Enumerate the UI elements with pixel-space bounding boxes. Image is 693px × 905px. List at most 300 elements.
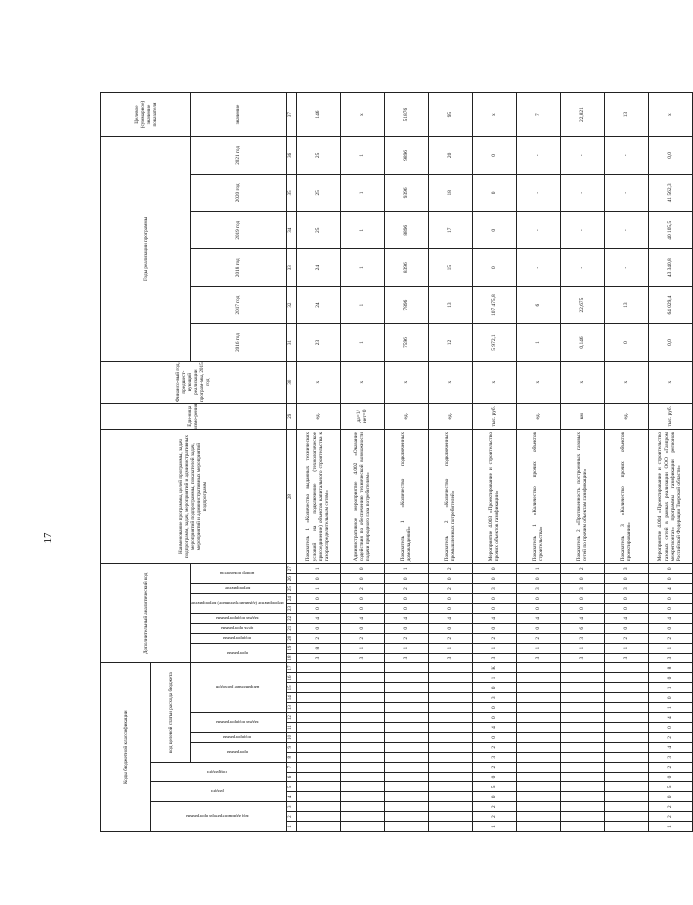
code-cell bbox=[516, 762, 560, 772]
year-value-cell: 17 bbox=[428, 212, 472, 249]
code-cell: 4 bbox=[428, 613, 472, 623]
col-number: 18 bbox=[286, 653, 296, 663]
col-number: 34 bbox=[286, 212, 296, 249]
code-cell bbox=[296, 792, 340, 802]
code-cell: 0 bbox=[516, 623, 560, 633]
code-cell bbox=[428, 703, 472, 713]
code-cell: 0 bbox=[428, 623, 472, 633]
code-cell: 1 bbox=[648, 643, 692, 653]
code-cell: 0 bbox=[384, 623, 428, 633]
program-table-page bbox=[100, 92, 683, 832]
year-2019-header: 2019 год bbox=[191, 212, 287, 249]
code-cell bbox=[516, 673, 560, 683]
code-cell bbox=[296, 822, 340, 832]
code-cell bbox=[560, 762, 604, 772]
code-cell bbox=[560, 792, 604, 802]
a-measure2-header: мероприятие bbox=[224, 586, 250, 592]
year-value-cell: 9396 bbox=[384, 174, 428, 211]
code-cell: К bbox=[472, 663, 516, 673]
code-cell bbox=[560, 782, 604, 792]
code-cell bbox=[428, 663, 472, 673]
code-cell bbox=[604, 802, 648, 812]
code-cell: 0 bbox=[648, 772, 692, 782]
year-value-cell: 107 475,8 bbox=[472, 286, 516, 323]
code-cell bbox=[516, 723, 560, 733]
additional-code-header: Дополнительный аналитический код bbox=[101, 564, 191, 663]
code-cell: 0 bbox=[648, 574, 692, 584]
code-cell bbox=[384, 723, 428, 733]
code-cell bbox=[296, 663, 340, 673]
code-cell bbox=[604, 703, 648, 713]
code-cell: 0 bbox=[472, 703, 516, 713]
target-value-cell: 22,821 bbox=[560, 93, 604, 137]
code-cell: 1 bbox=[516, 643, 560, 653]
col-number: 2 bbox=[286, 812, 296, 822]
code-cell: 3 bbox=[516, 584, 560, 594]
code-cell: 2 bbox=[604, 633, 648, 643]
code-cell bbox=[296, 782, 340, 792]
table-row bbox=[472, 93, 516, 832]
col-number: 22 bbox=[286, 613, 296, 623]
table-row bbox=[428, 93, 472, 832]
code-cell bbox=[516, 792, 560, 802]
code-cell: 0 bbox=[296, 623, 340, 633]
col-number: 27 bbox=[286, 564, 296, 574]
year-value-cell: 24 bbox=[296, 286, 340, 323]
code-cell bbox=[384, 713, 428, 723]
years-header: Годы реализации программы bbox=[101, 137, 191, 362]
code-cell bbox=[296, 752, 340, 762]
indicator-name: Показатель 1 «Количество прочих объектов строительства» bbox=[516, 429, 560, 563]
year-2020-header: 2020 год bbox=[191, 174, 287, 211]
year-value-cell: 43 340,8 bbox=[648, 249, 692, 286]
code-cell bbox=[340, 762, 384, 772]
subprogram-header: подпрограмма bbox=[223, 734, 252, 740]
code-cell: 8 bbox=[296, 643, 340, 653]
code-cell bbox=[604, 822, 648, 832]
col-number: 6 bbox=[286, 772, 296, 782]
code-cell: 4 bbox=[604, 613, 648, 623]
fin-year-cell: х bbox=[560, 361, 604, 403]
code-cell: 2 bbox=[428, 633, 472, 643]
code-cell bbox=[428, 752, 472, 762]
indicator-name: Показатель 2 «Количество подключенных промышленных потребителей» bbox=[428, 429, 472, 563]
fin-year-cell: х bbox=[516, 361, 560, 403]
code-cell: 3 bbox=[472, 584, 516, 594]
code-cell: 0 bbox=[560, 574, 604, 584]
target-value-cell: 51876 bbox=[384, 93, 428, 137]
code-cell: 1 bbox=[648, 683, 692, 693]
code-cell: 4 bbox=[516, 613, 560, 623]
code-cell: 1 bbox=[604, 643, 648, 653]
code-cell bbox=[604, 772, 648, 782]
code-cell: 4 bbox=[472, 613, 516, 623]
code-cell bbox=[516, 732, 560, 742]
code-cell bbox=[560, 703, 604, 713]
code-cell bbox=[384, 812, 428, 822]
code-cell bbox=[604, 812, 648, 822]
col-number: 37 bbox=[286, 93, 296, 137]
year-value-cell: - bbox=[560, 137, 604, 174]
code-cell: 0 bbox=[428, 604, 472, 614]
fin-year-cell: х bbox=[648, 361, 692, 403]
col-number: 28 bbox=[286, 429, 296, 563]
name-column-header: Наименование программы, целей программы, задач подпрограмм, задач, мероприятий и административных мероприятий подпрограммы, показателей задач, мероприятий и административных мероприятий подпрограмм bbox=[101, 429, 287, 563]
code-cell bbox=[560, 723, 604, 733]
code-cell bbox=[340, 683, 384, 693]
year-2021-header: 2021 год bbox=[191, 137, 287, 174]
target-value-cell: х bbox=[340, 93, 384, 137]
col-number: 20 bbox=[286, 633, 296, 643]
code-cell bbox=[384, 703, 428, 713]
code-cell: 0 bbox=[340, 564, 384, 574]
code-cell bbox=[428, 683, 472, 693]
table-row bbox=[516, 93, 560, 832]
code-cell: 1 bbox=[384, 564, 428, 574]
col-number: 35 bbox=[286, 174, 296, 211]
year-value-cell: 8896 bbox=[384, 212, 428, 249]
code-cell bbox=[296, 713, 340, 723]
year-value-cell: 6 bbox=[516, 286, 560, 323]
code-cell bbox=[560, 713, 604, 723]
code-cell bbox=[340, 732, 384, 742]
code-cell: 1 bbox=[296, 564, 340, 574]
year-value-cell: - bbox=[560, 174, 604, 211]
year-value-cell: 22,675 bbox=[560, 286, 604, 323]
year-value-cell: - bbox=[604, 174, 648, 211]
year-value-cell: 1 bbox=[340, 174, 384, 211]
code-cell: 1 bbox=[384, 643, 428, 653]
year-value-cell: 13 bbox=[604, 286, 648, 323]
code-cell: 4 bbox=[648, 584, 692, 594]
code-cell: 2 bbox=[472, 762, 516, 772]
code-cell bbox=[296, 673, 340, 683]
year-value-cell: - bbox=[560, 249, 604, 286]
code-cell bbox=[604, 792, 648, 802]
code-cell bbox=[340, 723, 384, 733]
col-number: 12 bbox=[286, 713, 296, 723]
code-cell: 0 bbox=[296, 604, 340, 614]
year-value-cell: 9896 bbox=[384, 137, 428, 174]
unit-header: Еди-ница изме-рения bbox=[101, 403, 287, 429]
code-cell: 0 bbox=[516, 574, 560, 584]
code-cell: 3 bbox=[648, 653, 692, 663]
budget-class-header: Коды бюджетной классификации bbox=[101, 663, 151, 832]
code-cell bbox=[516, 782, 560, 792]
code-cell: 4 bbox=[340, 613, 384, 623]
code-cell bbox=[604, 732, 648, 742]
code-cell: 0 bbox=[560, 594, 604, 604]
code-cell: 0 bbox=[472, 772, 516, 782]
code-cell: 0 bbox=[604, 623, 648, 633]
year-value-cell: 13 bbox=[428, 286, 472, 323]
code-cell: 2 bbox=[296, 633, 340, 643]
code-cell: 3 bbox=[648, 752, 692, 762]
code-cell bbox=[384, 772, 428, 782]
code-cell bbox=[560, 812, 604, 822]
code-cell: 0 bbox=[648, 594, 692, 604]
code-cell bbox=[560, 693, 604, 703]
code-cell: 1 bbox=[340, 643, 384, 653]
code-cell: 4 bbox=[384, 613, 428, 623]
code-cell bbox=[604, 782, 648, 792]
code-cell: 2 bbox=[472, 742, 516, 752]
fin-year-header: Финансо-вый год, предшест-вующий реализации програм-мы, 2015 год bbox=[101, 361, 287, 403]
year-value-cell: 0,146 bbox=[560, 324, 604, 361]
code-cell: 3 bbox=[560, 633, 604, 643]
code-cell: 0 bbox=[472, 594, 516, 604]
code-cell bbox=[296, 762, 340, 772]
code-cell: 4 bbox=[648, 713, 692, 723]
code-cell: 0 bbox=[648, 723, 692, 733]
code-cell: 0 bbox=[472, 792, 516, 802]
code-cell: 0 bbox=[384, 594, 428, 604]
year-value-cell: 41 562,3 bbox=[648, 174, 692, 211]
code-cell bbox=[340, 752, 384, 762]
code-cell bbox=[604, 673, 648, 683]
indicator-name: Показатель 1 «Количество подключенных домовладений» bbox=[384, 429, 428, 563]
year-value-cell: 1 bbox=[516, 324, 560, 361]
target-value-cell: х bbox=[472, 93, 516, 137]
col-number: 19 bbox=[286, 643, 296, 653]
code-cell: 1 bbox=[516, 564, 560, 574]
code-cell: 0 bbox=[472, 683, 516, 693]
col-number: 33 bbox=[286, 249, 296, 286]
col-number: 31 bbox=[286, 324, 296, 361]
code-cell bbox=[384, 792, 428, 802]
indicator-name: Показатель 1 «Количество выданных технических условий на подключение (технологическое присоединение) объектов капитального строительства к газораспределительным сетям» bbox=[296, 429, 340, 563]
code-cell: 5 bbox=[648, 782, 692, 792]
year-value-cell: 1 bbox=[340, 212, 384, 249]
year-value-cell: 12 bbox=[428, 324, 472, 361]
code-cell: 3 bbox=[472, 752, 516, 762]
code-cell bbox=[516, 812, 560, 822]
year-2016-header: 2016 год bbox=[191, 324, 287, 361]
col-number: 15 bbox=[286, 683, 296, 693]
code-cell bbox=[604, 693, 648, 703]
code-cell bbox=[604, 752, 648, 762]
code-cell bbox=[296, 723, 340, 733]
code-cell bbox=[384, 782, 428, 792]
code-cell: 0 bbox=[560, 604, 604, 614]
code-cell bbox=[428, 782, 472, 792]
a-goal-header: цель программы bbox=[221, 625, 254, 631]
code-cell: 2 bbox=[648, 812, 692, 822]
year-value-cell: 64 029,4 bbox=[648, 286, 692, 323]
code-cell bbox=[604, 713, 648, 723]
code-cell bbox=[340, 792, 384, 802]
unit-cell: ед. bbox=[384, 403, 428, 429]
code-cell bbox=[384, 732, 428, 742]
target-code-header: код целевой статьи расхода бюджета bbox=[151, 663, 191, 762]
code-cell bbox=[384, 683, 428, 693]
fin-year-cell: х bbox=[340, 361, 384, 403]
code-cell: 3 bbox=[472, 653, 516, 663]
year-value-cell: 18 bbox=[428, 174, 472, 211]
col-number: 21 bbox=[286, 623, 296, 633]
code-cell bbox=[296, 812, 340, 822]
code-cell bbox=[516, 752, 560, 762]
code-cell bbox=[516, 742, 560, 752]
code-cell: 0 bbox=[648, 564, 692, 574]
code-cell bbox=[296, 772, 340, 782]
unit-cell: ед. bbox=[296, 403, 340, 429]
unit-cell: тыс. руб. bbox=[472, 403, 516, 429]
code-cell: 3 bbox=[296, 653, 340, 663]
code-cell bbox=[384, 742, 428, 752]
code-cell bbox=[340, 772, 384, 782]
code-cell: 0 bbox=[340, 574, 384, 584]
code-cell: 8 bbox=[648, 663, 692, 673]
code-cell: 1 bbox=[472, 643, 516, 653]
code-cell bbox=[296, 802, 340, 812]
code-cell bbox=[428, 723, 472, 733]
fin-year-cell: х bbox=[472, 361, 516, 403]
subsection-header: подраздел bbox=[207, 769, 228, 775]
code-cell: 4 bbox=[648, 613, 692, 623]
table-body bbox=[296, 93, 692, 832]
code-cell: 4 bbox=[560, 613, 604, 623]
fin-year-cell: х bbox=[384, 361, 428, 403]
code-cell bbox=[516, 802, 560, 812]
code-cell: 3 bbox=[604, 584, 648, 594]
year-value-cell: 1 bbox=[340, 137, 384, 174]
program-header: программа bbox=[226, 749, 248, 755]
code-cell bbox=[428, 742, 472, 752]
year-value-cell: 0,0 bbox=[648, 324, 692, 361]
table-row bbox=[560, 93, 604, 832]
col-number: 5 bbox=[286, 782, 296, 792]
code-cell bbox=[516, 822, 560, 832]
code-cell bbox=[384, 822, 428, 832]
code-cell: 0 bbox=[340, 604, 384, 614]
code-cell: 2 bbox=[384, 584, 428, 594]
code-cell bbox=[296, 742, 340, 752]
fin-year-cell: х bbox=[296, 361, 340, 403]
code-cell bbox=[296, 703, 340, 713]
code-cell bbox=[516, 683, 560, 693]
year-value-cell: - bbox=[516, 212, 560, 249]
admin-code-header: код администратора программы bbox=[186, 814, 249, 820]
code-cell: 2 bbox=[472, 812, 516, 822]
fin-year-cell: х bbox=[428, 361, 472, 403]
code-cell: 0 bbox=[472, 574, 516, 584]
code-cell bbox=[604, 762, 648, 772]
year-2018-header: 2018 год bbox=[191, 249, 287, 286]
table-row bbox=[648, 93, 692, 832]
code-cell bbox=[384, 693, 428, 703]
unit-cell: км bbox=[560, 403, 604, 429]
year-value-cell: 1 bbox=[340, 286, 384, 323]
code-cell bbox=[384, 752, 428, 762]
code-cell: 0 bbox=[648, 693, 692, 703]
code-cell: 5 bbox=[472, 782, 516, 792]
section-header: раздел bbox=[210, 789, 224, 795]
code-cell: 4 bbox=[648, 742, 692, 752]
col-number: 13 bbox=[286, 703, 296, 713]
code-cell: 3 bbox=[516, 653, 560, 663]
indicator-name: Мероприятие 4.004 «Проектирование и строительство газовых сетей в рамках реализации ООО «Газпром межрегионгаз» программы газификации регионов Российской Федерации Тверской области» bbox=[648, 429, 692, 563]
code-cell: 0 bbox=[340, 594, 384, 604]
unit-cell: ед. bbox=[516, 403, 560, 429]
code-cell bbox=[516, 663, 560, 673]
col-number: 26 bbox=[286, 574, 296, 584]
code-cell: 2 bbox=[648, 633, 692, 643]
a-measure-header: мероприятие (административное) мероприятие bbox=[191, 601, 284, 607]
unit-cell: да=1/ нет=0 bbox=[340, 403, 384, 429]
col-number: 9 bbox=[286, 742, 296, 752]
code-cell bbox=[428, 762, 472, 772]
code-cell: 2 bbox=[428, 584, 472, 594]
code-cell: 2 bbox=[340, 633, 384, 643]
table-row bbox=[340, 93, 384, 832]
target-header: Целевое (суммарное) значение показателя bbox=[101, 93, 191, 137]
code-cell bbox=[560, 772, 604, 782]
indicator-name: Мероприятие 4.003 «Проектирование и строительство прочих объектов газификации» bbox=[472, 429, 516, 563]
code-cell bbox=[428, 772, 472, 782]
code-cell bbox=[340, 673, 384, 683]
code-cell: 3 bbox=[340, 653, 384, 663]
code-cell: 0 bbox=[472, 713, 516, 723]
code-cell bbox=[340, 782, 384, 792]
code-cell bbox=[560, 742, 604, 752]
year-value-cell: - bbox=[560, 212, 604, 249]
col-number: 3 bbox=[286, 802, 296, 812]
table-row bbox=[384, 93, 428, 832]
code-cell: 3 bbox=[604, 564, 648, 574]
code-cell bbox=[340, 693, 384, 703]
year-value-cell: 25 bbox=[296, 137, 340, 174]
a-task-header: задача подпрограммы bbox=[215, 615, 259, 621]
code-cell bbox=[604, 683, 648, 693]
target-value-cell: х bbox=[648, 93, 692, 137]
code-cell bbox=[384, 762, 428, 772]
code-cell bbox=[340, 822, 384, 832]
goal-task-header: задача подпрограммы bbox=[215, 720, 259, 726]
year-value-cell: 1 bbox=[340, 324, 384, 361]
code-cell: 3 bbox=[604, 653, 648, 663]
code-cell: 2 bbox=[340, 584, 384, 594]
year-value-cell: 15 bbox=[428, 249, 472, 286]
year-value-cell: - bbox=[516, 249, 560, 286]
code-cell: 4 bbox=[296, 613, 340, 623]
expense-direction-header: направление расходов bbox=[215, 685, 259, 691]
col-number: 17 bbox=[286, 663, 296, 673]
code-cell: 0 bbox=[604, 594, 648, 604]
year-value-cell: 20 bbox=[428, 137, 472, 174]
code-cell: 0 bbox=[648, 604, 692, 614]
code-cell bbox=[428, 792, 472, 802]
code-cell bbox=[340, 713, 384, 723]
code-cell: 1 bbox=[648, 822, 692, 832]
year-value-cell: 25 bbox=[296, 174, 340, 211]
code-cell bbox=[428, 693, 472, 703]
code-cell bbox=[560, 663, 604, 673]
code-cell: 3 bbox=[472, 693, 516, 703]
code-cell bbox=[384, 673, 428, 683]
page-number: 17 bbox=[42, 532, 54, 544]
col-number: 4 bbox=[286, 792, 296, 802]
year-value-cell: - bbox=[516, 174, 560, 211]
col-number: 1 bbox=[286, 822, 296, 832]
code-cell: 0 bbox=[648, 673, 692, 683]
col-number: 23 bbox=[286, 604, 296, 614]
a-indicator-header: номер показателя bbox=[220, 571, 255, 577]
code-cell bbox=[340, 742, 384, 752]
code-cell bbox=[384, 663, 428, 673]
code-cell bbox=[560, 822, 604, 832]
col-number: 30 bbox=[286, 361, 296, 403]
